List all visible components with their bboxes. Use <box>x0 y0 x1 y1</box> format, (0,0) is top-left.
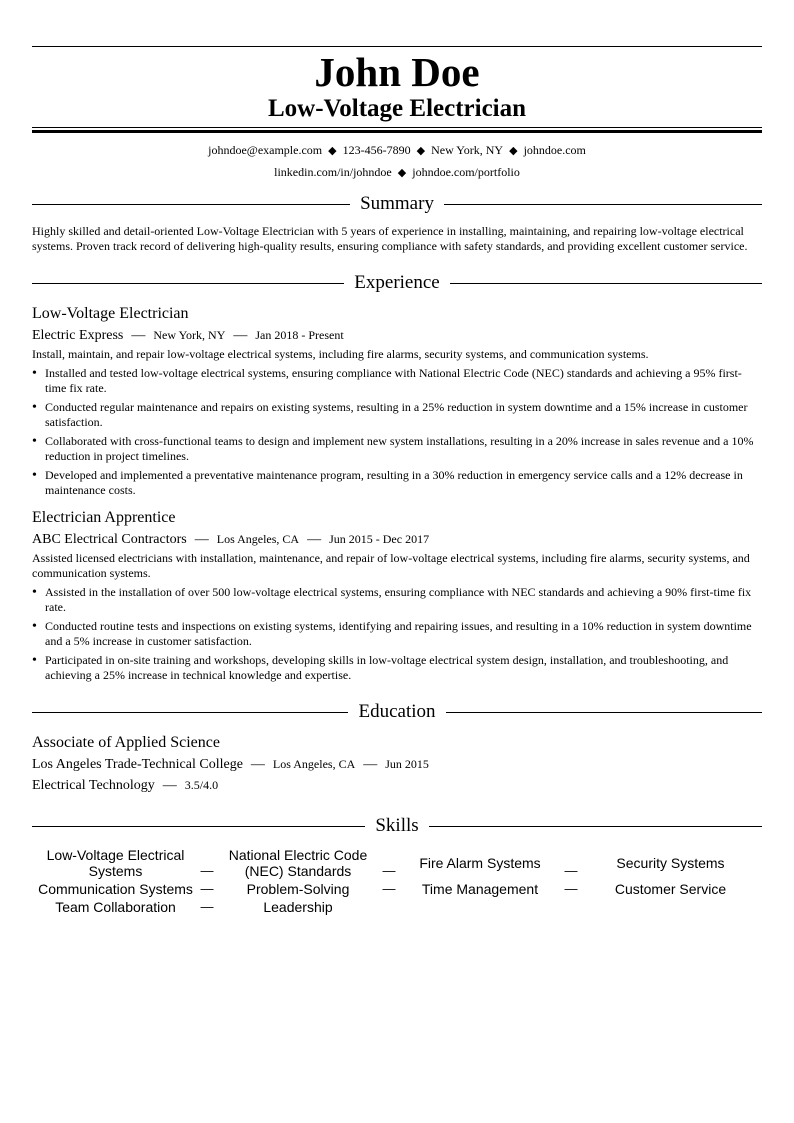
bullet-icon: • <box>32 653 37 668</box>
skill-separator: — <box>200 863 214 878</box>
skill-item: Communication Systems <box>38 881 193 897</box>
list-item: • Conducted routine tests and inspections on existing systems, identifying and repairing issues, and resulting in a 10% reduction in system downtime and a 5% increase in customer satisfaction. <box>32 619 752 648</box>
job-company: ABC Electrical Contractors <box>32 532 187 547</box>
bullet-icon: • <box>32 366 37 381</box>
list-item: • Developed and implemented a preventative maintenance program, resulting in a 30% reduction in emergency service calls and a 12% decrease in maintenance costs. <box>32 468 743 497</box>
contact-website[interactable]: johndoe.com <box>523 143 586 157</box>
list-item: • Installed and tested low-voltage electrical systems, ensuring compliance with National Electric Code (NEC) standards and achieving a 95% first-time fix rate. <box>32 366 742 395</box>
heading-rule <box>32 712 348 713</box>
job-title: Low-Voltage Electrician <box>32 305 189 322</box>
bullet-icon: • <box>32 434 37 449</box>
job-meta <box>32 530 762 549</box>
experience-heading-row <box>32 272 762 294</box>
top-rule <box>32 46 762 47</box>
skill-item: Time Management <box>421 881 539 897</box>
bullet-icon: • <box>32 400 37 415</box>
summary-heading: Summary <box>360 193 434 214</box>
heading-rule <box>32 283 344 284</box>
diamond-separator-icon: ◆ <box>509 145 518 157</box>
job-title: Electrician Apprentice <box>32 509 176 526</box>
summary-heading-row <box>32 193 762 215</box>
skill-separator: — <box>382 863 396 878</box>
skill-item: Low-Voltage Electrical Systems <box>46 847 185 879</box>
education-date: Jun 2015 <box>385 757 429 771</box>
dash-separator: — <box>162 778 177 793</box>
education-heading-row <box>32 701 762 723</box>
list-item: • Collaborated with cross-functional teams to design and implement new system installations, resulting in a 20% increase in sales revenue and a 10% reduction in project timelines. <box>32 434 754 463</box>
contact-line-1 <box>32 140 762 162</box>
education-field: Electrical Technology <box>32 778 155 793</box>
job-entry <box>32 304 762 498</box>
header-rule-thin <box>32 127 762 128</box>
candidate-name: John Doe <box>314 49 480 95</box>
job-dates: Jan 2018 - Present <box>255 328 344 342</box>
header-rule-thick <box>32 130 762 133</box>
skill-item: Security Systems <box>616 855 725 871</box>
job-company: Electric Express <box>32 328 124 343</box>
skill-separator: — <box>564 881 578 896</box>
bullet-icon: • <box>32 585 37 600</box>
skill-item: Fire Alarm Systems <box>419 855 541 871</box>
dash-separator: — <box>307 532 322 547</box>
job-description: Assisted licensed electricians with installation, maintenance, and repair of low-voltage electrical systems, including fire alarms, security systems, and communication systems. <box>32 551 750 580</box>
diamond-separator-icon: ◆ <box>397 167 407 179</box>
heading-rule <box>32 826 365 827</box>
contact-line-2 <box>32 162 762 184</box>
skill-item: Customer Service <box>614 881 727 897</box>
diamond-separator-icon: ◆ <box>328 145 337 157</box>
skill-separator: — <box>200 881 214 896</box>
list-item: • Conducted regular maintenance and repairs on existing systems, resulting in a 25% reduction in system downtime and a 15% increase in customer satisfaction. <box>32 400 748 429</box>
job-entry <box>32 508 762 683</box>
education-location: Los Angeles, CA <box>272 757 356 771</box>
heading-rule <box>429 826 762 827</box>
education-meta <box>32 755 762 774</box>
education-degree: Associate of Applied Science <box>32 734 220 751</box>
job-location: New York, NY <box>153 328 226 342</box>
contact-location: New York, NY <box>431 143 504 157</box>
education-heading: Education <box>358 701 436 722</box>
skill-item: Leadership <box>263 899 333 915</box>
dash-separator: — <box>363 757 378 772</box>
contact-block <box>32 140 762 184</box>
contact-email[interactable]: johndoe@example.com <box>208 143 323 157</box>
experience-heading: Experience <box>354 272 440 293</box>
resume-page <box>32 46 762 915</box>
job-bullets <box>32 585 762 683</box>
skill-item: National Electric Code (NEC) Standards <box>228 847 368 879</box>
heading-rule <box>444 204 762 205</box>
education-field-row <box>32 776 762 795</box>
list-item: • Assisted in the installation of over 500 low-voltage electrical systems, ensuring compliance with NEC standards and achieving a 90% first-time fix rate. <box>32 585 752 614</box>
diamond-separator-icon: ◆ <box>416 145 426 157</box>
heading-rule <box>450 283 762 284</box>
skills-heading: Skills <box>375 815 419 836</box>
bullet-icon: • <box>32 468 37 483</box>
skill-separator: — <box>200 899 214 914</box>
skill-item: Problem-Solving <box>246 881 350 897</box>
skill-separator: — <box>382 881 396 896</box>
skill-item: Team Collaboration <box>55 899 176 915</box>
contact-portfolio[interactable]: johndoe.com/portfolio <box>412 165 520 179</box>
education-school: Los Angeles Trade-Technical College <box>32 757 243 772</box>
skill-separator: — <box>564 863 578 878</box>
job-description: Install, maintain, and repair low-voltage electrical systems, including fire alarms, security systems, and communication systems. <box>32 347 649 361</box>
skills-grid <box>32 847 762 915</box>
education-gpa: 3.5/4.0 <box>184 778 219 792</box>
job-location: Los Angeles, CA <box>216 532 300 546</box>
candidate-title: Low-Voltage Electrician <box>267 95 527 122</box>
contact-linkedin[interactable]: linkedin.com/in/johndoe <box>274 165 392 179</box>
heading-rule <box>32 204 350 205</box>
job-dates: Jun 2015 - Dec 2017 <box>329 532 430 546</box>
contact-phone[interactable]: 123-456-7890 <box>342 143 411 157</box>
dash-separator: — <box>131 328 146 343</box>
heading-rule <box>446 712 762 713</box>
dash-separator: — <box>250 757 265 772</box>
skills-heading-row <box>32 815 762 837</box>
list-item: • Participated in on-site training and workshops, developing skills in low-voltage electrical system design, installation, and troubleshooting, and achieving a 25% increase in technical knowledge and expertise. <box>32 653 729 682</box>
job-meta <box>32 326 762 345</box>
dash-separator: — <box>233 328 248 343</box>
job-bullets <box>32 366 762 498</box>
summary-text: Highly skilled and detail-oriented Low-Voltage Electrician with 5 years of experience in installing, maintaining, and repairing low-voltage electrical systems. Proven track record of delivering high-quality results, ensuring compliance with safety standards, and providing excellent customer service. <box>32 224 748 253</box>
bullet-icon: • <box>32 619 37 634</box>
dash-separator: — <box>194 532 209 547</box>
